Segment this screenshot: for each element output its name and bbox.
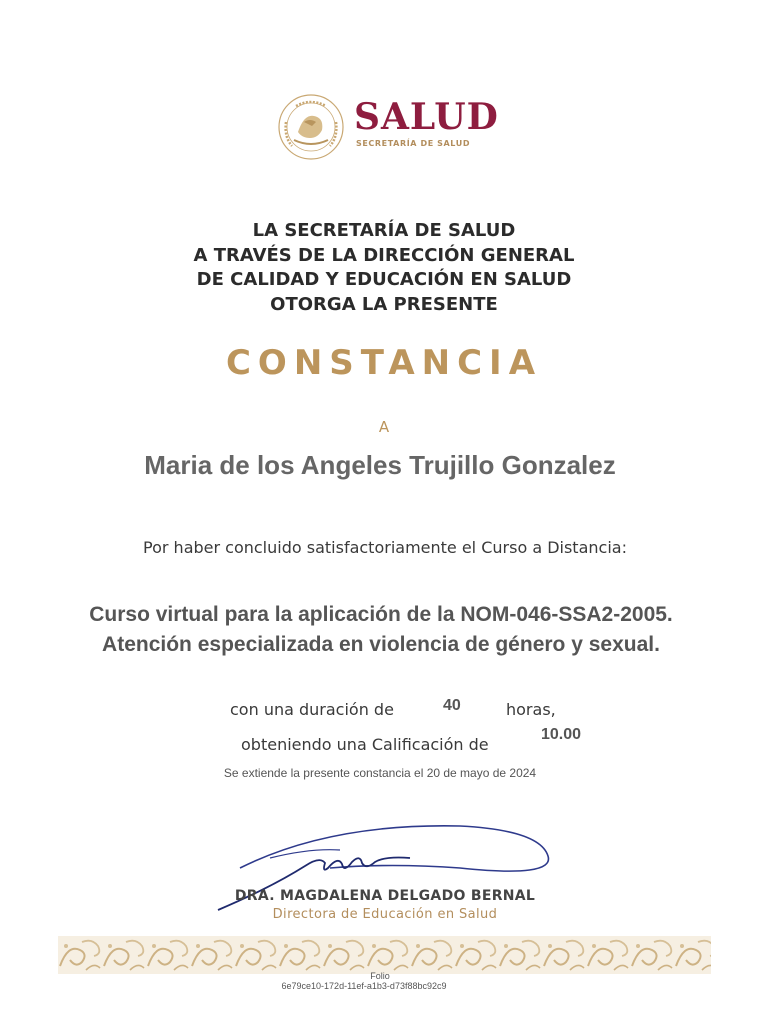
header-line: A TRAVÉS DE LA DIRECCIÓN GENERAL <box>193 244 575 266</box>
duration-label: con una duración de <box>230 700 394 719</box>
brand-subtitle: SECRETARÍA DE SALUD <box>356 139 471 148</box>
course-title <box>0 600 762 660</box>
completion-statement: Por haber concluido satisfactoriamente el Curso a Distancia: <box>143 538 627 557</box>
grade-value: 10.00 <box>541 726 582 743</box>
course-title-line: Atención especializada en violencia de género y sexual. <box>102 633 660 656</box>
brand-wordmark: SALUD <box>354 96 499 138</box>
header-line: DE CALIDAD Y EDUCACIÓN EN SALUD <box>196 269 572 290</box>
issue-date-statement: Se extiende la presente constancia el 20 de mayo de 2024 <box>223 766 537 780</box>
course-title-line: Curso virtual para la aplicación de la NOM-046-SSA2-2005. <box>89 603 673 626</box>
duration-unit: horas, <box>506 700 556 719</box>
issuing-authority-header <box>0 219 768 317</box>
ornamental-band-icon <box>58 936 711 974</box>
folio-label: Folio <box>370 971 390 981</box>
document-title: CONSTANCIA <box>225 343 543 383</box>
salud-logo <box>276 92 506 164</box>
signer-role: Directora de Educación en Salud <box>272 907 498 922</box>
folio-value: 6e79ce10-172d-11ef-a1b3-d73f88bc92c9 <box>281 981 447 991</box>
duration-value: 40 <box>443 697 461 714</box>
header-line: OTORGA LA PRESENTE <box>270 293 498 315</box>
recipient-prefix: A <box>378 418 390 436</box>
grade-label: obteniendo una Calificación de <box>241 735 489 754</box>
header-line: LA SECRETARÍA DE SALUD <box>252 220 516 241</box>
signer-name: DRA. MAGDALENA DELGADO BERNAL <box>234 888 536 904</box>
recipient-name: Maria de los Angeles Trujillo Gonzalez <box>144 450 616 480</box>
coat-of-arms-seal-icon <box>276 92 346 162</box>
